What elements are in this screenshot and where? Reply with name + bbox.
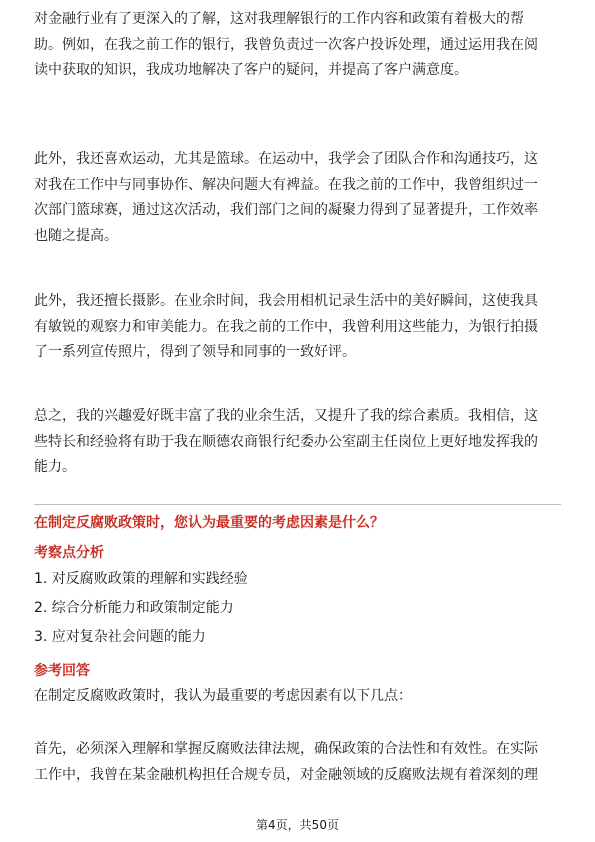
paragraph-line: 总之，我的兴趣爱好既丰富了我的业余生活，又提升了我的综合素质。我相信，这: [34, 408, 538, 424]
interview-question: 在制定反腐败政策时，您认为最重要的考虑因素是什么？: [34, 515, 384, 531]
analysis-item: 2. 综合分析能力和政策制定能力: [34, 600, 234, 616]
paragraph-line: 对我在工作中与同事协作、解决问题大有裨益。在我之前的工作中，我曾组织过一: [34, 176, 538, 193]
paragraph-line: 对金融行业有了更深入的了解，这对我理解银行的工作内容和政策有着极大的帮: [34, 11, 524, 27]
page-number: 第4页，共50页: [256, 818, 339, 832]
answer-title: 参考回答: [34, 663, 90, 679]
paragraph-summary: [34, 404, 561, 481]
paragraph-line: 次部门篮球赛，通过这次活动，我们部门之间的凝聚力得到了显著提升，工作效率: [34, 202, 538, 218]
paragraph-line: 首先，必须深入理解和掌握反腐败法律法规，确保政策的合法性和有效性。在实际: [34, 741, 538, 757]
paragraph-photography: [34, 289, 561, 366]
paragraph-line: 读中获取的知识，我成功地解决了客户的疑问，并提高了客户满意度。: [34, 62, 468, 78]
paragraph-line: 此外，我还擅长摄影。在业余时间，我会用相机记录生活中的美好瞬间，这使我具: [34, 293, 538, 309]
paragraph-reading: [34, 7, 561, 84]
paragraph-line: 能力。: [34, 459, 76, 475]
section-divider: [34, 504, 561, 505]
analysis-item: 1. 对反腐败政策的理解和实践经验: [34, 571, 248, 587]
answer-paragraph: [34, 737, 561, 788]
analysis-title: 考察点分析: [34, 545, 104, 561]
paragraph-sports: [34, 147, 561, 249]
paragraph-line: 些特长和经验将有助于我在顺德农商银行纪委办公室副主任岗位上更好地发挥我的: [34, 433, 538, 450]
paragraph-line: 此外，我还喜欢运动，尤其是篮球。在运动中，我学会了团队合作和沟通技巧，这: [34, 151, 538, 167]
paragraph-line: 也随之提高。: [34, 227, 118, 244]
answer-intro: 在制定反腐败政策时，我认为最重要的考虑因素有以下几点：: [34, 688, 412, 704]
paragraph-line: 了一系列宣传照片，得到了领导和同事的一致好评。: [34, 344, 356, 360]
paragraph-line: 有敏锐的观察力和审美能力。在我之前的工作中，我曾利用这些能力，为银行拍摄: [34, 318, 538, 335]
paragraph-line: 助。例如，在我之前工作的银行，我曾负责过一次客户投诉处理，通过运用我在阅: [34, 36, 538, 53]
analysis-item: 3. 应对复杂社会问题的能力: [34, 629, 206, 645]
paragraph-line: 工作中，我曾在某金融机构担任合规专员，对金融领域的反腐败法规有着深刻的理: [34, 766, 538, 783]
